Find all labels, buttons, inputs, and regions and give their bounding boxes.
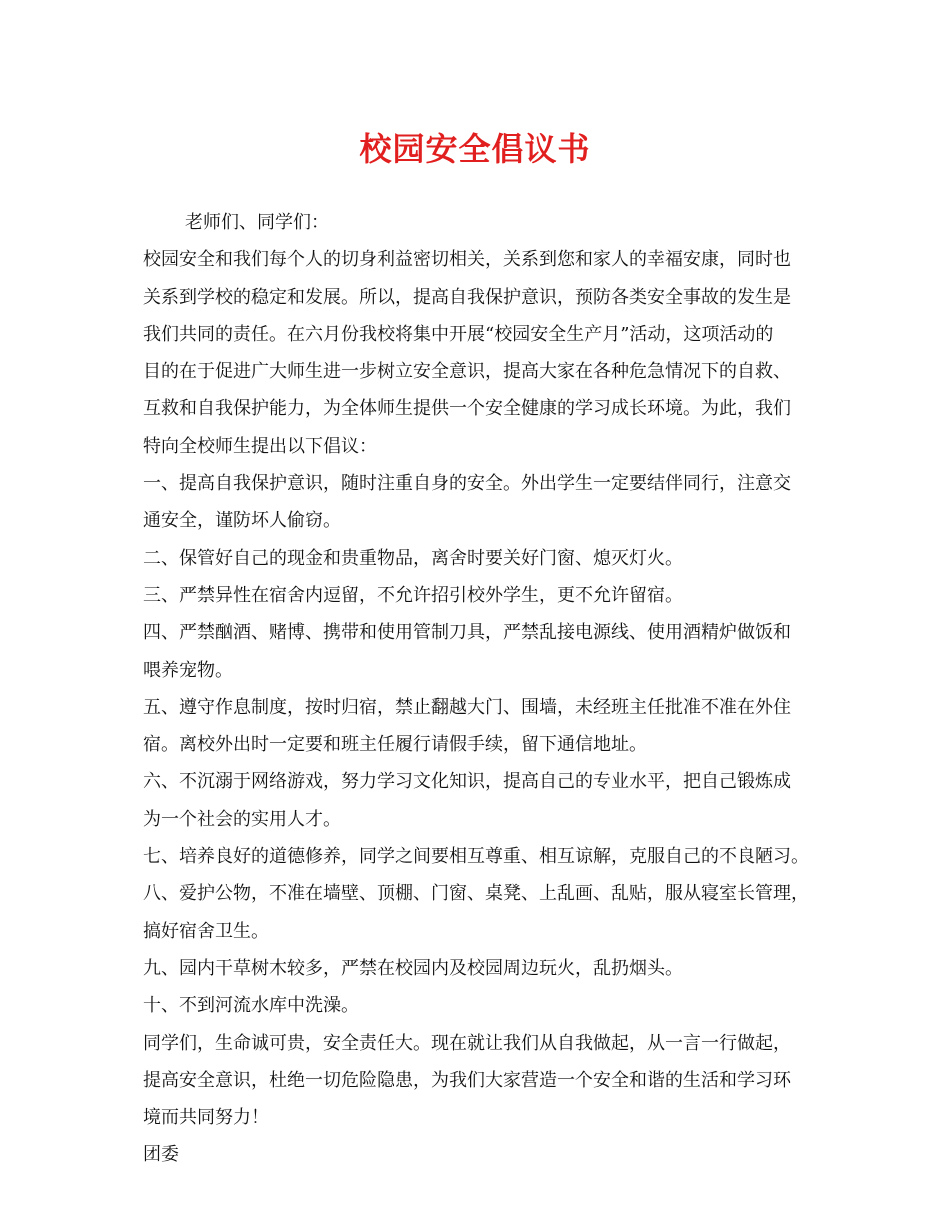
proposal-line: 六、不沉溺于网络游戏，努力学习文化知识，提高自己的专业水平，把自己锻炼成	[143, 771, 791, 793]
proposal-line: 四、严禁酗酒、赌博、携带和使用管制刀具，严禁乱接电源线、使用酒精炉做饭和	[143, 622, 791, 644]
proposal-line: 一、提高自我保护意识，随时注重自身的安全。外出学生一定要结伴同行，注意交	[143, 473, 791, 495]
signature-line: 团委	[143, 1144, 179, 1166]
proposal-line: 搞好宿舍卫生。	[143, 920, 269, 942]
closing-line: 境而共同努力！	[143, 1107, 269, 1129]
closing-line: 提高安全意识，杜绝一切危险隐患，为我们大家营造一个安全和谐的生活和学习环	[143, 1069, 791, 1091]
document-body	[143, 204, 823, 1174]
proposal-line: 七、培养良好的道德修养，同学之间要相互尊重、相互谅解，克服自己的不良陋习。	[143, 846, 809, 868]
text-line: 我们共同的责任。在六月份我校将集中开展“校园安全生产月”活动，这项活动的	[143, 323, 774, 345]
proposal-line: 喂养宠物。	[143, 659, 233, 681]
text-line: 关系到学校的稳定和发展。所以，提高自我保护意识，预防各类安全事故的发生是	[143, 286, 791, 308]
text-line: 校园安全和我们每个人的切身利益密切相关，关系到您和家人的幸福安康，同时也	[143, 249, 791, 271]
document-title: 校园安全倡议书	[359, 130, 591, 168]
text-line: 目的在于促进广大师生进一步树立安全意识，提高大家在各种危急情况下的自救、	[143, 361, 791, 383]
proposal-line: 宿。离校外出时一定要和班主任履行请假手续，留下通信地址。	[143, 734, 647, 756]
proposal-line: 八、爱护公物，不准在墙壁、顶棚、门窗、桌凳、上乱画、乱贴，服从寝室长管理，	[143, 883, 809, 905]
proposal-line: 九、园内干草树木较多，严禁在校园内及校园周边玩火，乱扔烟头。	[143, 957, 683, 979]
text-line: 特向全校师生提出以下倡议：	[143, 435, 377, 457]
text-line: 互救和自我保护能力，为全体师生提供一个安全健康的学习成长环境。为此，我们	[143, 398, 791, 420]
proposal-line: 十、不到河流水库中洗澡。	[143, 995, 359, 1017]
proposal-line: 为一个社会的实用人才。	[143, 808, 341, 830]
proposal-line: 二、保管好自己的现金和贵重物品，离舍时要关好门窗、熄灭灯火。	[143, 547, 683, 569]
proposal-line: 通安全，谨防坏人偷窃。	[143, 510, 341, 532]
proposal-line: 三、严禁异性在宿舍内逗留，不允许招引校外学生，更不允许留宿。	[143, 584, 683, 606]
proposal-line: 五、遵守作息制度，按时归宿，禁止翻越大门、围墙，未经班主任批准不准在外住	[143, 696, 791, 718]
closing-line: 同学们，生命诚可贵，安全责任大。现在就让我们从自我做起，从一言一行做起，	[143, 1032, 791, 1054]
greeting-line: 老师们、同学们：	[185, 212, 329, 233]
